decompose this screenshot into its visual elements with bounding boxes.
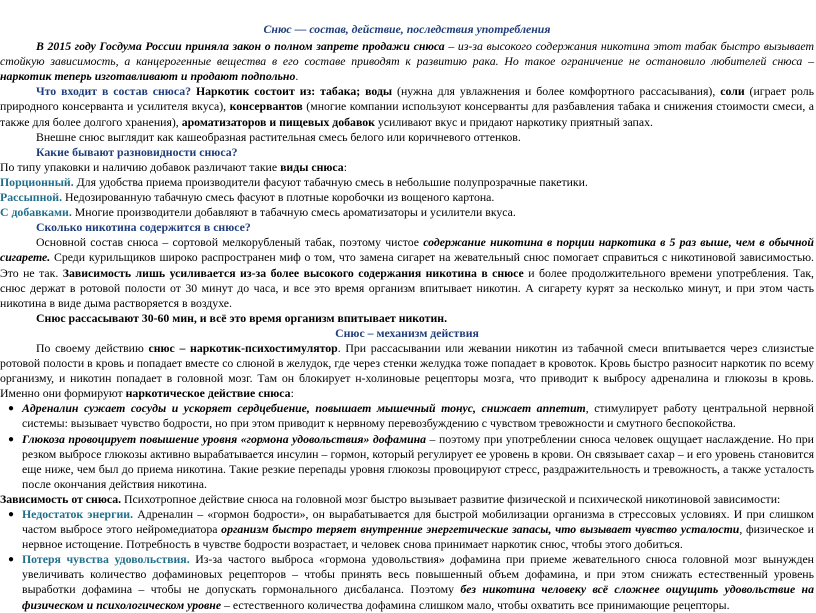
list-item-text — [22, 401, 814, 431]
type-loose-label: Рассыпной. — [0, 190, 63, 205]
list-item — [0, 552, 814, 612]
mechanism-text-2: . При рассасывании или жевании никотин из табачной смеси впитывается через слизистые ротовой полости в кровь и попадает вместе со слюной в желудок, где через стенки желудка тоже попадает в кровоток. Кровь быстро разносит наркотик по всему организму, и никотин попадает в головной мозг. Там он блокирует н-холиновые рецепторы мозга, что приводит к выбросу адреналина и глюкозы в кровь. Именно они формируют — [0, 340, 815, 401]
intro-bold: В 2015 году Госдума России приняла закон о полном запрете продажи снюса — [36, 39, 445, 54]
mechanism-bold: снюс – наркотик-психостимулятор — [148, 340, 338, 355]
composition-flavors: ароматизаторов и пищевых добавок — [178, 114, 375, 129]
energy-label: Недостаток энергии. — [22, 507, 134, 521]
types-intro-bold: виды снюса — [280, 159, 344, 174]
composition-answer: Наркотик состоит из — [191, 84, 312, 99]
composition-text-3: (многие компании используют консерванты для разбавления табака и снижения стоимости смеси, а также для более долгого хранения), — [0, 99, 814, 129]
appearance-paragraph: Внешне снюс выглядит как кашеобразная растительная смесь белого или коричневого оттенков. — [36, 129, 521, 144]
glucose-text: – поэтому при употреблении снюса человек ощущает наслаждение. Но при резком выбросе глюкозы активно вырабатывается инсулин – гормон, который регулирует ее уровень в крови. Он связывает сахар – и его уровень становится еще ниже, чем был до приема никотина. Такие резкие перепады уровня глюкозы провоцируют стресс, раздражительность и тревожность, а также усталость после окончания действия никотина. — [22, 431, 814, 491]
nicotine-text-1: Основной состав снюса – сортовой мелкорубленый табак, поэтому чистое — [36, 235, 424, 250]
list-item-text — [22, 552, 814, 612]
dependence-paragraph — [0, 492, 814, 507]
intro-paragraph — [0, 39, 814, 84]
composition-water: воды — [360, 84, 393, 99]
mechanism-bold-2: наркотическое действие снюса — [125, 386, 291, 401]
type-portion-text: Для удобства приема производители фасуют табачную смесь в небольшие полупрозрачные пакетики. — [73, 174, 588, 189]
type-portion-label: Порционный. — [0, 174, 74, 189]
energy-text-2: , физическое и нервное истощение. Потребность в чувстве бодрости возрастает, и человек снова принимает наркотик снюс, чтобы этого добиться. — [22, 522, 814, 552]
page-title: Снюс — состав, действие, последствия употребления — [263, 22, 551, 36]
adrenaline-text: , стимулирует работу центральной нервной системы: вызывает чувство бодрости, но при этом приводит к нервному перевозбуждению с чувством тревожности и смутного беспокойства. — [22, 401, 814, 431]
composition-text-1: (нужна для увлажнения и более комфортного рассасывания), — [392, 84, 716, 99]
types-heading: Какие бывают разновидности снюса? — [36, 144, 238, 159]
glucose-bold: Глюкоза провоцирует повышение уровня «гормона удовольствия» дофамина — [22, 431, 427, 446]
mechanism-heading: Снюс – механизм действия — [335, 325, 479, 340]
type-additives-text: Многие производители добавляют в табачную смесь ароматизаторы и усилители вкуса. — [71, 205, 516, 220]
nicotine-bold: Зависимость лишь усиливается из-за более высокого содержания никотина в снюсе — [58, 265, 524, 280]
list-item — [0, 507, 814, 552]
adrenaline-bold: Адреналин сужает сосуды и ускоряет сердцебиение, повышает мышечный тонус, снижает аппетит — [22, 401, 586, 416]
list-item-text — [22, 507, 814, 552]
bullet-icon: ● — [7, 403, 15, 415]
mechanism-text-1: По своему действию — [36, 340, 149, 355]
pleasure-text-2: – естественного количества дофамина слишком мало, чтобы охватить все принимающие рецепторы. — [221, 597, 730, 612]
types-intro-end: : — [343, 159, 347, 174]
nicotine-bold-italic: содержание никотина в порции наркотика в 5 раз выше, чем в обычной сигарете. — [0, 235, 814, 265]
type-additives-label: С добавками. — [0, 205, 72, 220]
mechanism-paragraph — [0, 341, 814, 401]
nicotine-paragraph — [0, 235, 814, 310]
dependence-bold: Зависимость от снюса. — [0, 491, 122, 506]
nicotine-text-2: Среди курильщиков широко распространен миф о том, что замена сигарет на жевательный снюс помогает справиться с никотиновой зависимостью. Это не так. — [0, 250, 814, 280]
intro-bold-end: наркотик теперь изготавливают и продают подпольно — [0, 69, 296, 84]
list-item — [0, 432, 814, 492]
type-portion — [0, 175, 814, 190]
composition-question: Что входит в состав снюса? — [36, 84, 192, 99]
nicotine-text-3: и более продолжительного времени употребления. Так, снюс держат в ротовой полости от 30 минут до часа, и все это время организм впитывает никотин. А сигарету курят за несколько минут, и при этом часть никотина в виде дыма растворяется в воздухе. — [0, 265, 815, 310]
pleasure-label: Потеря чувства удовольствия. — [22, 552, 190, 567]
list-item — [0, 401, 814, 431]
intro-end: . — [295, 69, 299, 84]
energy-text-1: Адреналин – «гормон бодрости», он вырабатывается для быстрой мобилизации организма в стрессовых условиях. И при слишком частом выбросе этого нейромедиатора — [22, 507, 814, 537]
types-intro — [0, 160, 814, 175]
type-loose-text: Недозированную табачную смесь фасуют в плотные коробочки из вощеного картона. — [62, 190, 495, 205]
types-intro-text: По типу упаковки и наличию добавок различают такие — [0, 159, 281, 174]
bullet-icon: ● — [7, 509, 15, 520]
composition-paragraph — [0, 84, 814, 129]
nicotine-heading: Сколько никотина содержится в снюсе? — [36, 220, 251, 235]
intro-italic: – из-за высокого содержания никотина этот табак быстро вызывает стойкую зависимость, а канцерогенные вещества в его составе приводят к развитию рака. Но такое ограничение не остановило любителей снюса – — [0, 39, 814, 69]
composition-text-4: усиливают вкус и придают наркотику приятный запах. — [374, 114, 653, 129]
dependence-text: Психотропное действие снюса на головной мозг быстро вызывает развитие физической и психической никотиновой зависимости: — [121, 491, 781, 506]
composition-tobacco: : табака; — [311, 84, 361, 99]
composition-text-2: (играет роль природного консерванта и усилителя вкуса), — [0, 84, 814, 114]
nicotine-summary: Снюс рассасывают 30-60 мин, и всё это время организм впитывает никотин. — [36, 310, 448, 325]
list-item-text — [22, 432, 814, 492]
composition-preservatives: консервантов — [226, 99, 303, 114]
type-loose — [0, 190, 814, 205]
energy-bold-italic: организм быстро теряет внутренние энергетические запасы, что вызывает чувство усталости — [221, 522, 740, 537]
bullet-icon: ● — [7, 554, 15, 566]
mechanism-end: : — [290, 386, 294, 401]
type-additives — [0, 205, 814, 220]
pleasure-text-1: Из-за частого выброса «гормона удовольствия» дофамина при приеме жевательного снюса головной мозг вынужден увеличивать количество дофаминовых рецепторов – чтобы принять весь повышенный объем дофамина, и при этом снижать естественный уровень выработки дофамина – чтобы не допускать гормонального дисбаланса. Поэтому — [22, 552, 814, 597]
bullet-icon: ● — [7, 433, 15, 445]
composition-salt: соли — [715, 84, 745, 99]
pleasure-bold-italic: без никотина человеку всё сложнее ощущить удовольствие на физическом и психологическом уровне — [22, 582, 814, 612]
